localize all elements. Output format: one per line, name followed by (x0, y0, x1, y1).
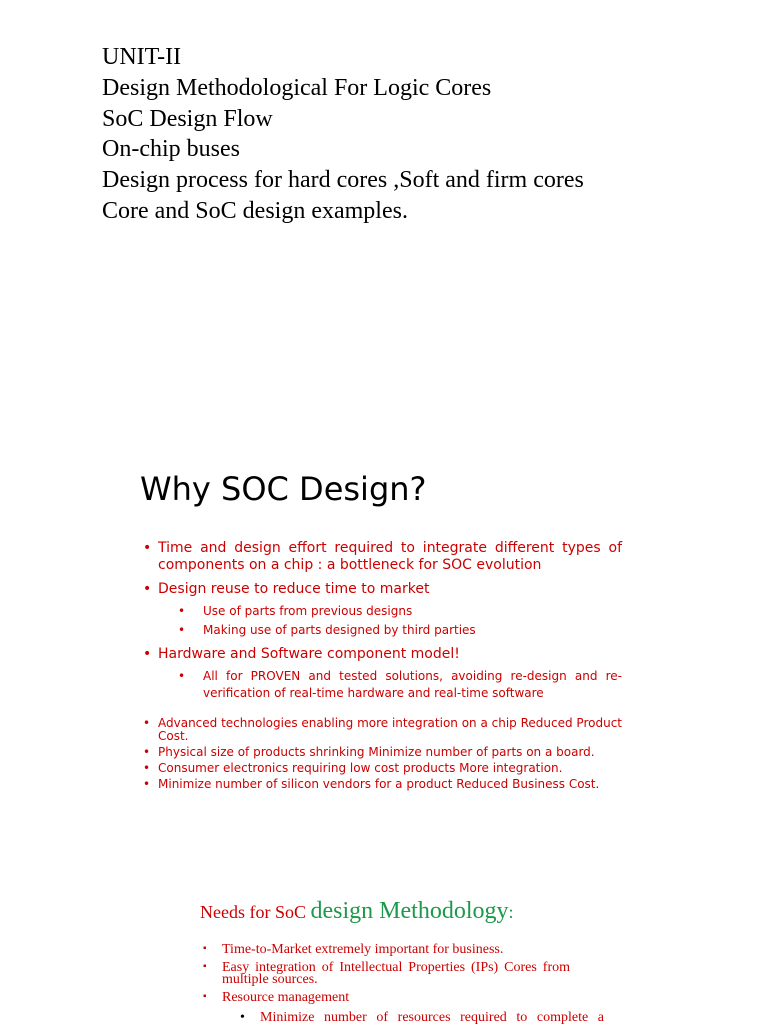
sub-bullet-list (158, 603, 622, 639)
sub-bullet-item: • Making use of parts designed by third parties (158, 622, 622, 639)
unit-topic: Core and SoC design examples. (102, 197, 408, 224)
sub-bullet-item: • Minimize number of resources required to complete a (240, 1010, 604, 1026)
unit-topic: Design process for hard cores ,Soft and firm cores (102, 167, 584, 194)
unit-topic: SoC Design Flow (102, 105, 273, 132)
bullet-item: • Consumer electronics requiring low cost products More integration. (140, 762, 622, 775)
sub-bullet-list (158, 668, 622, 702)
bullet-item (140, 646, 622, 702)
unit-title: UNIT-II (102, 44, 182, 70)
bullet-item (140, 581, 622, 639)
sub-bullet-item: • Use of parts from previous designs (158, 603, 622, 620)
why-soc-heading: Why SOC Design? (140, 470, 427, 508)
unit-topic: On-chip buses (102, 136, 240, 163)
bullet-item: • Time and design effort required to integrate different types of components on a chip : a bottleneck for SOC evolution (140, 540, 622, 574)
bullet-text: Design reuse to reduce time to market (158, 581, 430, 597)
needs-heading (200, 898, 514, 925)
needs-heading-main: design Methodology (310, 898, 509, 924)
needs-heading-colon: : (508, 902, 514, 922)
unit-topic: Design Methodological For Logic Cores (102, 74, 492, 101)
why-soc-bullet-list (140, 540, 622, 709)
bullet-item: ▪ Resource management (200, 992, 570, 1005)
bullet-item: • Advanced technologies enabling more integration on a chip Reduced Product Cost. (140, 717, 622, 743)
needs-heading-prefix: Needs for SoC (200, 902, 311, 922)
bullet-item: • Minimize number of silicon vendors for a product Reduced Business Cost. (140, 778, 622, 791)
unit-outline (102, 42, 722, 227)
bullet-text: Hardware and Software component model! (158, 646, 460, 662)
bullet-item: ▪ Easy integration of Intellectual Properties (IPs) Cores from multiple sources. (200, 962, 570, 987)
benefits-bullet-list (140, 717, 622, 794)
needs-bullet-list (200, 944, 570, 1009)
sub-bullet-item: • All for PROVEN and tested solutions, avoiding re-design and re-verification of real-time hardware and real-time software (158, 668, 622, 702)
bullet-item: ▪ Time-to-Market extremely important for business. (200, 944, 570, 957)
bullet-item: • Physical size of products shrinking Minimize number of parts on a board. (140, 746, 622, 759)
